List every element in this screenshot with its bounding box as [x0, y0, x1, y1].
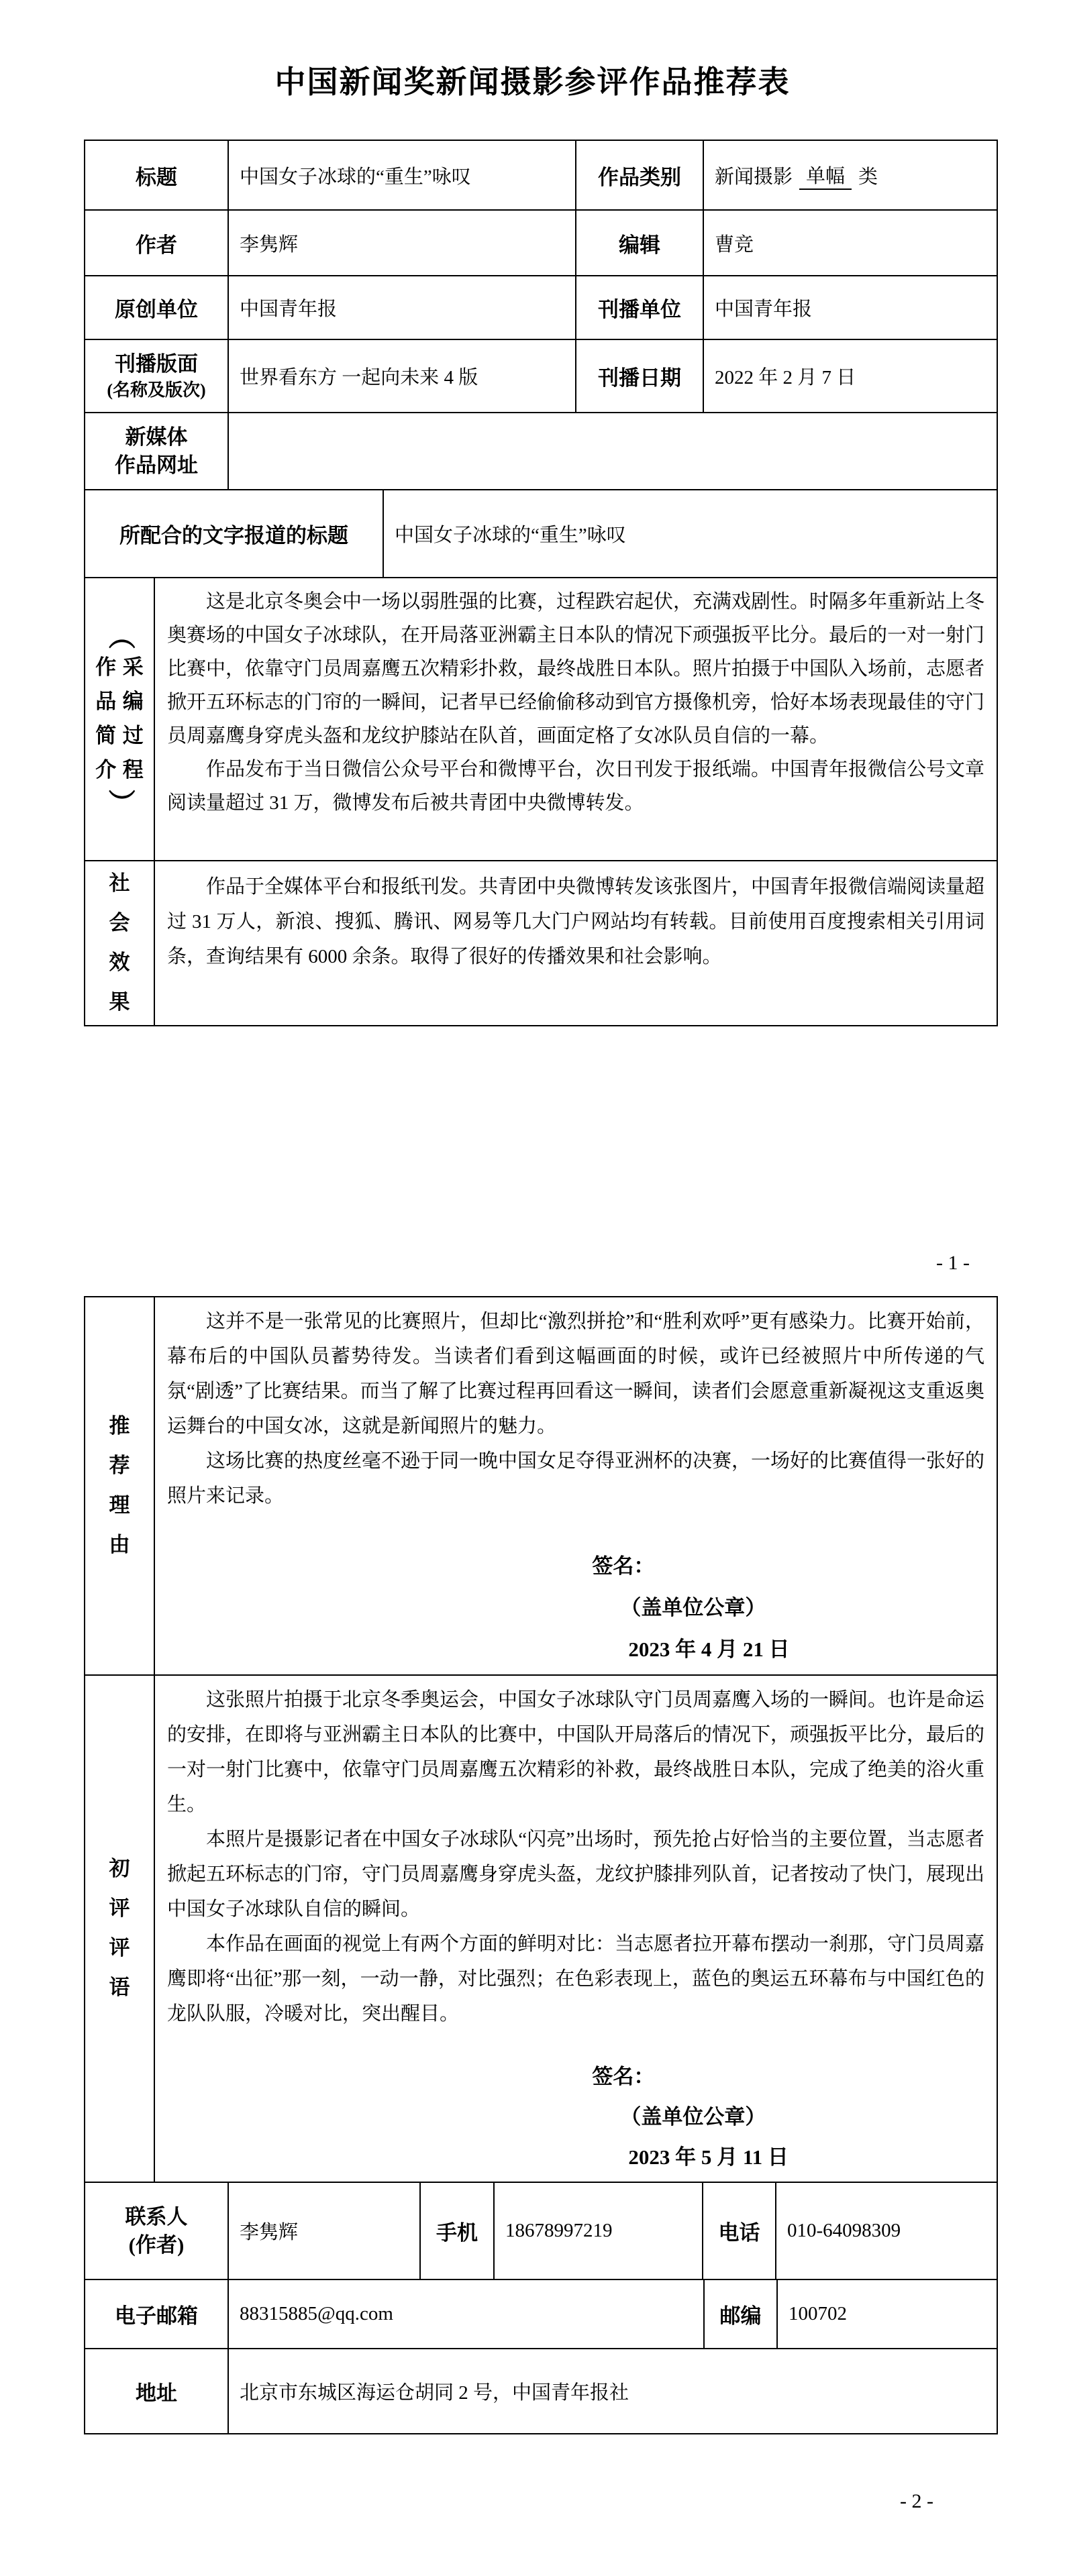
social-effect-paragraph: 作品于全媒体平台和报纸刊发。共青团中央微博转发该张图片，中国青年报微信端阅读量超过 31 万人，新浪、搜狐、腾讯、网易等几大门户网站均有转载。目前使用百度搜索相关引用词条，查询结果有 6000 余条。取得了很好的传播效果和社会影响。 — [167, 876, 985, 967]
layout-label-line2: (名称及版次) — [107, 380, 206, 400]
contact-name-label — [85, 2183, 227, 2279]
intro-label-col-left: 作品简介 — [95, 655, 117, 782]
zip-value: 100702 — [776, 2280, 997, 2348]
phone-label: 电话 — [702, 2183, 775, 2279]
text-report-label: 所配合的文字报道的标题 — [119, 524, 348, 547]
work-intro-paragraph-2: 作品发布于当日微信公众号平台和微博平台，次日刊发于报纸端。中国青年报微信公号文章阅读量超过 31 万，微博发布后被共青团中央微博转发。 — [167, 759, 985, 814]
row-initial-review — [85, 1674, 997, 2182]
review-sign-label: 签名： — [592, 2065, 655, 2088]
row-contact — [85, 2182, 997, 2279]
publish-date-label: 刊播日期 — [575, 340, 703, 412]
recommend-sign-date: 2023 年 4 月 21 日 — [628, 1638, 790, 1661]
row-origin — [85, 275, 997, 339]
newmedia-label-line2: 作品网址 — [115, 453, 198, 477]
mobile-label: 手机 — [419, 2183, 493, 2279]
contact-name-label-line2: (作者) — [128, 2233, 185, 2257]
social-effect-content — [154, 861, 997, 1025]
origin-unit-value: 中国青年报 — [227, 276, 575, 339]
author-label: 作者 — [136, 233, 177, 257]
layout-value: 世界看东方 一起向未来 4 版 — [227, 340, 575, 412]
row-text-report — [85, 489, 997, 577]
page-number-2: - 2 - — [900, 2490, 933, 2512]
address-value: 北京市东城区海运仓胡同 2 号，中国青年报社 — [227, 2349, 997, 2433]
address-label: 地址 — [136, 2381, 177, 2405]
layout-label-line1: 刊播版面 — [115, 352, 198, 376]
origin-unit-label: 原创单位 — [115, 298, 198, 321]
row-social-effect — [85, 860, 997, 1025]
contact-name-label-line1: 联系人 — [125, 2204, 188, 2229]
newmedia-label-line1: 新媒体 — [125, 425, 188, 449]
email-label: 电子邮箱 — [115, 2304, 198, 2328]
recommendation-form-table-page2 — [84, 1296, 998, 2434]
recommend-paragraph-1: 这并不是一张常见的比赛照片，但却比“激烈拼抢”和“胜利欢呼”更有感染力。比赛开始前，幕布后的中国队员蓄势待发。当读者们看到这幅画面的时候，或许已经被照片中所传递的气氛“剧透”了比赛结果。而当了解了比赛过程再回看这一瞬间，读者们会愿意重新凝视这支重返奥运舞台的中国女冰，这就是新闻照片的魅力。 — [167, 1311, 984, 1437]
zip-label: 邮编 — [703, 2280, 776, 2348]
mobile-value: 18678997219 — [493, 2183, 702, 2279]
review-paragraph-1: 这张照片拍摄于北京冬季奥运会，中国女子冰球队守门员周嘉鹰入场的一瞬间。也许是命运的安排，在即将与亚洲霸主日本队的比赛中，中国队开局落后的情况下，顽强扳平比分，最后的一对一射门比赛中，依靠守门员周嘉鹰五次精彩的补救，最终战胜日本队，完成了绝美的浴火重生。 — [167, 1689, 985, 1815]
social-effect-label: 社会效果 — [109, 871, 130, 1014]
row-work-intro — [85, 577, 997, 860]
row-recommend-reason — [85, 1297, 997, 1674]
review-paragraph-3: 本作品在画面的视觉上有两个方面的鲜明对比：当志愿者拉开幕布摆动一刹那，守门员周嘉鹰即将“出征”那一刻，一动一静，对比强烈；在色彩表现上，蓝色的奥运五环幕布与中国红色的龙队队服，冷暖对比，突出醒目。 — [167, 1933, 985, 2025]
initial-review-label: 初评评语 — [109, 1857, 130, 1999]
newmedia-label — [85, 413, 227, 489]
title-value: 中国女子冰球的“重生”咏叹 — [227, 141, 575, 209]
publish-unit-value: 中国青年报 — [703, 276, 997, 339]
intro-label-col-right: 采编过程 — [122, 655, 144, 782]
publish-unit-label: 刊播单位 — [575, 276, 703, 339]
phone-value: 010-64098309 — [775, 2183, 997, 2279]
category-suffix: 类 — [858, 166, 878, 188]
row-author — [85, 209, 997, 275]
category-label: 作品类别 — [575, 141, 703, 209]
page-number-1: - 1 - — [936, 1252, 970, 1274]
contact-name-value: 李隽辉 — [227, 2183, 419, 2279]
row-email — [85, 2279, 997, 2348]
recommendation-form-table-page1 — [84, 140, 998, 1026]
initial-review-content — [154, 1676, 997, 2182]
review-paragraph-2: 本照片是摄影记者在中国女子冰球队“闪亮”出场时，预先抢占好恰当的主要位置，当志愿者掀起五环标志的门帘，守门员周嘉鹰身穿虎头盔，龙纹护膝排列队首，记者按动了快门，展现出中国女子冰球队自信的瞬间。 — [167, 1829, 985, 1920]
publish-date-value: 2022 年 2 月 7 日 — [703, 340, 997, 412]
category-underlined: 单幅 — [799, 161, 852, 190]
recommend-sign-label: 签名： — [592, 1554, 655, 1578]
work-intro-content — [154, 578, 997, 860]
author-value: 李隽辉 — [227, 211, 575, 275]
work-intro-paragraph-1: 这是北京冬奥会中一场以弱胜强的比赛，过程跌宕起伏，充满戏剧性。时隔多年重新站上冬奥赛场的中国女子冰球队，在开局落亚洲霸主日本队的情况下顽强扳平比分。最后的一对一射门比赛中，依靠守门员周嘉鹰五次精彩扑救，最终战胜日本队。照片拍摄于中国队入场前，志愿者掀开五环标志的门帘的一瞬间，记者早已经偷偷移动到官方摄像机旁，恰好本场表现最佳的守门员周嘉鹰身穿虎头盔和龙纹护膝站在队首，画面定格了女冰队员自信的一幕。 — [167, 591, 985, 747]
row-newmedia — [85, 412, 997, 489]
recommend-reason-label: 推荐理由 — [109, 1414, 130, 1556]
newmedia-value — [227, 413, 997, 489]
title-label: 标题 — [136, 165, 177, 189]
review-signature-block — [592, 2057, 789, 2178]
editor-label: 编辑 — [575, 211, 703, 275]
recommend-signature-block — [592, 1546, 789, 1670]
review-sign-date: 2023 年 5 月 11 日 — [628, 2145, 789, 2169]
editor-value: 曹竞 — [703, 211, 997, 275]
row-layout-date — [85, 339, 997, 412]
email-value: 88315885@qq.com — [227, 2280, 703, 2348]
row-address — [85, 2348, 997, 2433]
layout-label — [85, 340, 227, 412]
row-title — [85, 141, 997, 209]
review-seal-note: （盖单位公章） — [620, 2105, 766, 2129]
recommend-seal-note: （盖单位公章） — [620, 1596, 766, 1619]
intro-close-paren: ） — [106, 789, 136, 816]
category-prefix: 新闻摄影 — [715, 166, 793, 188]
work-intro-label — [85, 578, 154, 860]
intro-open-paren: （ — [106, 622, 136, 649]
recommend-paragraph-2: 这场比赛的热度丝毫不逊于同一晚中国女足夺得亚洲杯的决赛，一场好的比赛值得一张好的照片来记录。 — [167, 1450, 985, 1507]
category-value — [703, 141, 997, 209]
recommend-reason-content — [154, 1297, 997, 1674]
form-title: 中国新闻奖新闻摄影参评作品推荐表 — [274, 65, 791, 99]
text-report-value: 中国女子冰球的“重生”咏叹 — [383, 490, 997, 577]
